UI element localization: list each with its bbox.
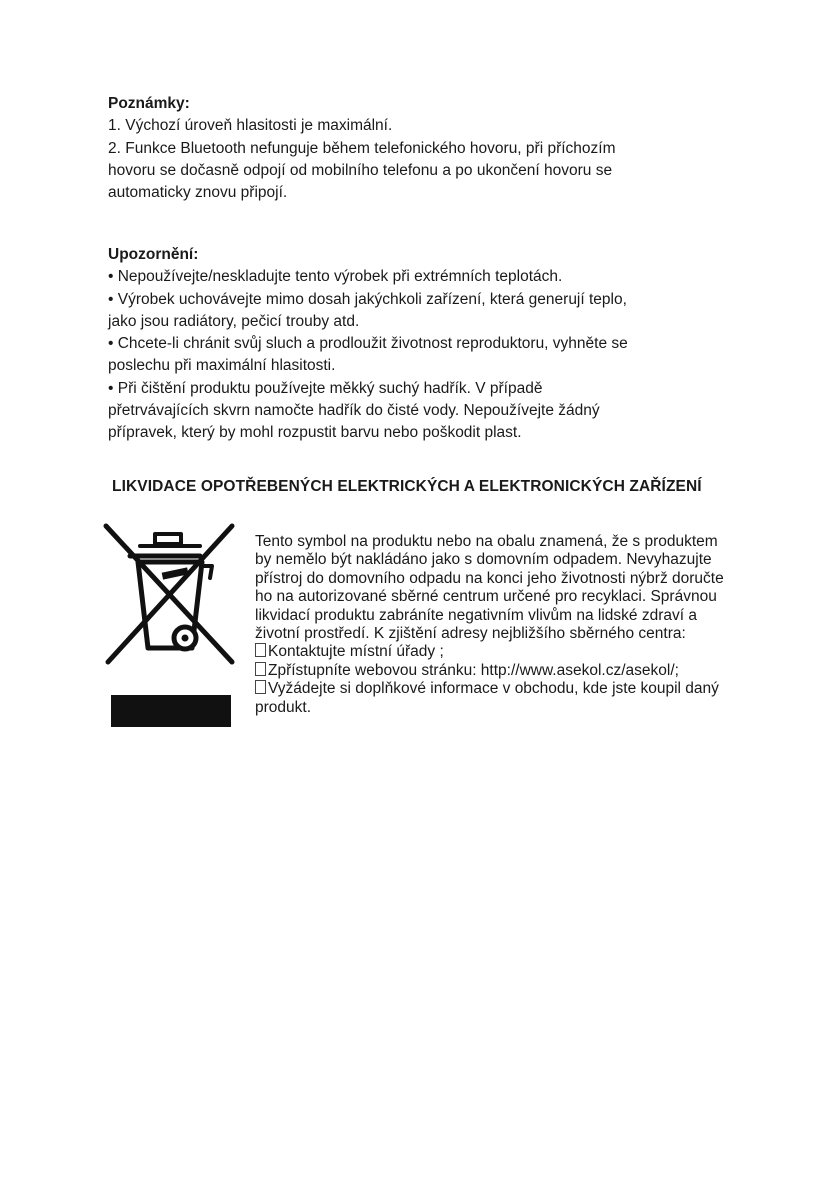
warnings-section — [108, 244, 708, 445]
warnings-line: • Výrobek uchovávejte mimo dosah jakýchkoli zařízení, která generují teplo, — [108, 290, 627, 308]
warnings-heading: Upozornění: — [108, 246, 199, 263]
warnings-line: • Nepoužívejte/neskladujte tento výrobek při extrémních teplotách. — [108, 268, 563, 286]
disposal-bullet — [255, 680, 724, 698]
black-bar — [111, 695, 231, 727]
disposal-line: ho na autorizované sběrné centrum určené pro recyklaci. Správnou — [255, 588, 717, 606]
disposal-line: Tento symbol na produktu nebo na obalu znamená, že s produktem — [255, 533, 718, 550]
warnings-line: poslechu při maximální hlasitosti. — [108, 357, 336, 375]
notes-section — [108, 93, 708, 204]
disposal-line: by nemělo být nakládáno jako s domovním odpadem. Nevyhazujte — [255, 551, 712, 569]
warnings-line: přetrvávajících skvrn namočte hadřík do čisté vody. Nepoužívejte žádný — [108, 402, 600, 420]
disposal-line: životní prostředí. K zjištění adresy nejbližšího sběrného centra: — [255, 625, 686, 643]
warnings-line: jako jsou radiátory, pečicí trouby atd. — [108, 312, 360, 330]
notes-line: automaticky znovu připojí. — [108, 184, 288, 202]
disposal-last-line: produkt. — [255, 698, 312, 716]
checkbox-icon — [255, 643, 266, 657]
disposal-text — [255, 533, 724, 717]
notes-line: 1. Výchozí úroveň hlasitosti je maximální. — [108, 117, 393, 135]
disposal-bullet — [255, 643, 724, 661]
checkbox-icon — [255, 662, 266, 676]
warnings-line: • Chcete-li chránit svůj sluch a prodloužit životnost reproduktoru, vyhněte se — [108, 335, 628, 353]
notes-line: 2. Funkce Bluetooth nefunguje během telefonického hovoru, při příchozím — [108, 139, 616, 157]
disposal-line: likvidací produktu zabráníte negativním vlivům na lidské zdraví a — [255, 606, 697, 624]
disposal-title: LIKVIDACE OPOTŘEBENÝCH ELEKTRICKÝCH A ELEKTRONICKÝCH ZAŘÍZENÍ — [112, 478, 702, 495]
disposal-bullet-text: Kontaktujte místní úřady ; — [268, 643, 444, 661]
crossed-out-wheelie-bin-icon — [100, 520, 240, 670]
notes-heading: Poznámky: — [108, 95, 190, 112]
warnings-line: • Při čištění produktu používejte měkký suchý hadřík. V případě — [108, 379, 543, 397]
notes-line: hovoru se dočasně odpojí od mobilního telefonu a po ukončení hovoru se — [108, 161, 613, 179]
disposal-bullet-text: Vyžádejte si doplňkové informace v obchodu, kde jste koupil daný — [268, 680, 719, 698]
warnings-line: přípravek, který by mohl rozpustit barvu nebo poškodit plast. — [108, 424, 522, 442]
disposal-bullet — [255, 662, 724, 680]
disposal-bullet-text: Zpřístupníte webovou stránku: http://www.asekol.cz/asekol/; — [268, 661, 679, 679]
disposal-line: přístroj do domovního odpadu na konci jeho životnosti nýbrž doručte — [255, 569, 724, 587]
checkbox-icon — [255, 680, 266, 694]
